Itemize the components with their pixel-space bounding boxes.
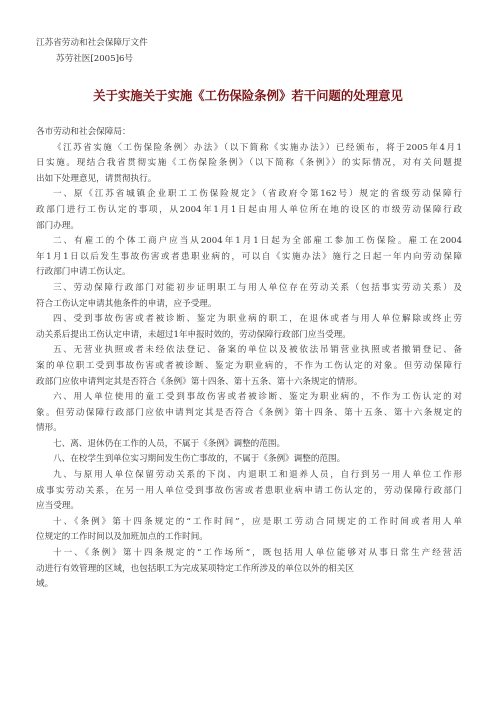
body-line: 动进行有效管理的区域，也包括职工为完成某项特定工作所涉及的单位以外的相关区: [36, 563, 354, 574]
body-line: 一、原《江苏省城镇企业职工工伤保险规定》（省政府令第162号）规定的省级劳动保障行: [53, 189, 462, 200]
body-line: 位规定的工作时间以及加班加点的工作时间。: [36, 532, 208, 543]
body-line: 情形。: [36, 423, 62, 434]
body-line: 十、《条例》第十四条规定的“工作时间”，应是职工劳动合同规定的工作时间或者用人单: [53, 516, 462, 527]
body-line: 四、受到事故伤害或者被诊断、鉴定为职业病的职工，在退休或者与用人单位解除或终止劳: [53, 314, 462, 325]
body-line: 日实施。现结合我省贯彻实施《工伤保险条例》（以下简称《条例》）的实际情况，对有关问题提: [36, 158, 462, 169]
body-line: 部门办理。: [36, 220, 79, 231]
body-line: 出如下处理意见，请贯彻执行。: [36, 173, 157, 184]
body-line: 符合工伤认定申请其他条件的申请，应予受理。: [36, 298, 217, 309]
body-line: 各市劳动和社会保障局：: [36, 127, 131, 137]
body-line: 行政部门申请工伤认定。: [36, 267, 131, 278]
body-line: 《江苏省实施〈工伤保险条例〉办法》（以下简称《实施办法》）已经颁布，将于2005年4月1: [53, 142, 462, 153]
body-line: 八、在校学生到单位实习期间发生伤亡事故的，不属于《条例》调整的范围。: [53, 454, 346, 465]
document-body: [36, 125, 462, 593]
body-line: 五、无营业执照或者未经依法登记、备案的单位以及被依法吊销营业执照或者撤销登记、备: [53, 345, 462, 356]
body-line: 三、劳动保障行政部门对能初步证明职工与用人单位存在劳动关系（包括事实劳动关系）及: [53, 282, 462, 293]
body-line: 成事实劳动关系，在另一用人单位受到事故伤害或者患职业病申请工伤认定的，劳动保障行政部门: [36, 485, 462, 496]
body-line: 十一、《条例》第十四条规定的“工作场所”，既包括用人单位能够对从事日常生产经营活: [53, 548, 462, 559]
body-line: 二、有雇工的个体工商户应当从2004年1月1日起为全部雇工参加工伤保险。雇工在2004: [53, 236, 462, 247]
body-line: 案的单位职工受到事故伤害或者被诊断、鉴定为职业病的，不作为工伤认定的对象。但劳动保障行: [36, 360, 462, 371]
body-line: 政部门应依申请判定其是否符合《条例》第十四条、第十五条、第十六条规定的情形。: [36, 376, 363, 387]
body-line: 九、与原用人单位保留劳动关系的下岗、内退职工和退养人员，自行到另一用人单位工作形: [53, 470, 462, 481]
body-line: 年1月1日以后发生事故伤害或者患职业病的，可以自《实施办法》施行之日起一年内向劳动保障: [36, 251, 462, 262]
document-number: 苏劳社医[2005]6号: [56, 54, 134, 64]
body-line: 域。: [36, 579, 54, 590]
body-line: 六、用人单位使用的童工受到事故伤害或者被诊断、鉴定为职业病的，不作为工伤认定的对: [53, 392, 462, 403]
body-line: 应当受理。: [36, 501, 79, 512]
document-title: 关于实施关于实施《工伤保险条例》若干问题的处理意见: [93, 88, 403, 103]
body-line: 动关系后提出工伤认定申请，未超过1年申报时效的，劳动保障行政部门应当受理。: [36, 329, 351, 340]
body-line: 政部门进行工伤认定的事项，从2004年1月1日起由用人单位所在地的设区的市级劳动保障行政: [36, 204, 462, 215]
body-line: 七、离、退休仍在工作的人员，不属于《条例》调整的范围。: [53, 438, 286, 449]
body-line: 象。但劳动保障行政部门应依申请判定其是否符合《条例》第十四条、第十五条、第十六条规定的: [36, 407, 462, 418]
issuer-line: 江苏省劳动和社会保障厅文件: [36, 38, 148, 48]
